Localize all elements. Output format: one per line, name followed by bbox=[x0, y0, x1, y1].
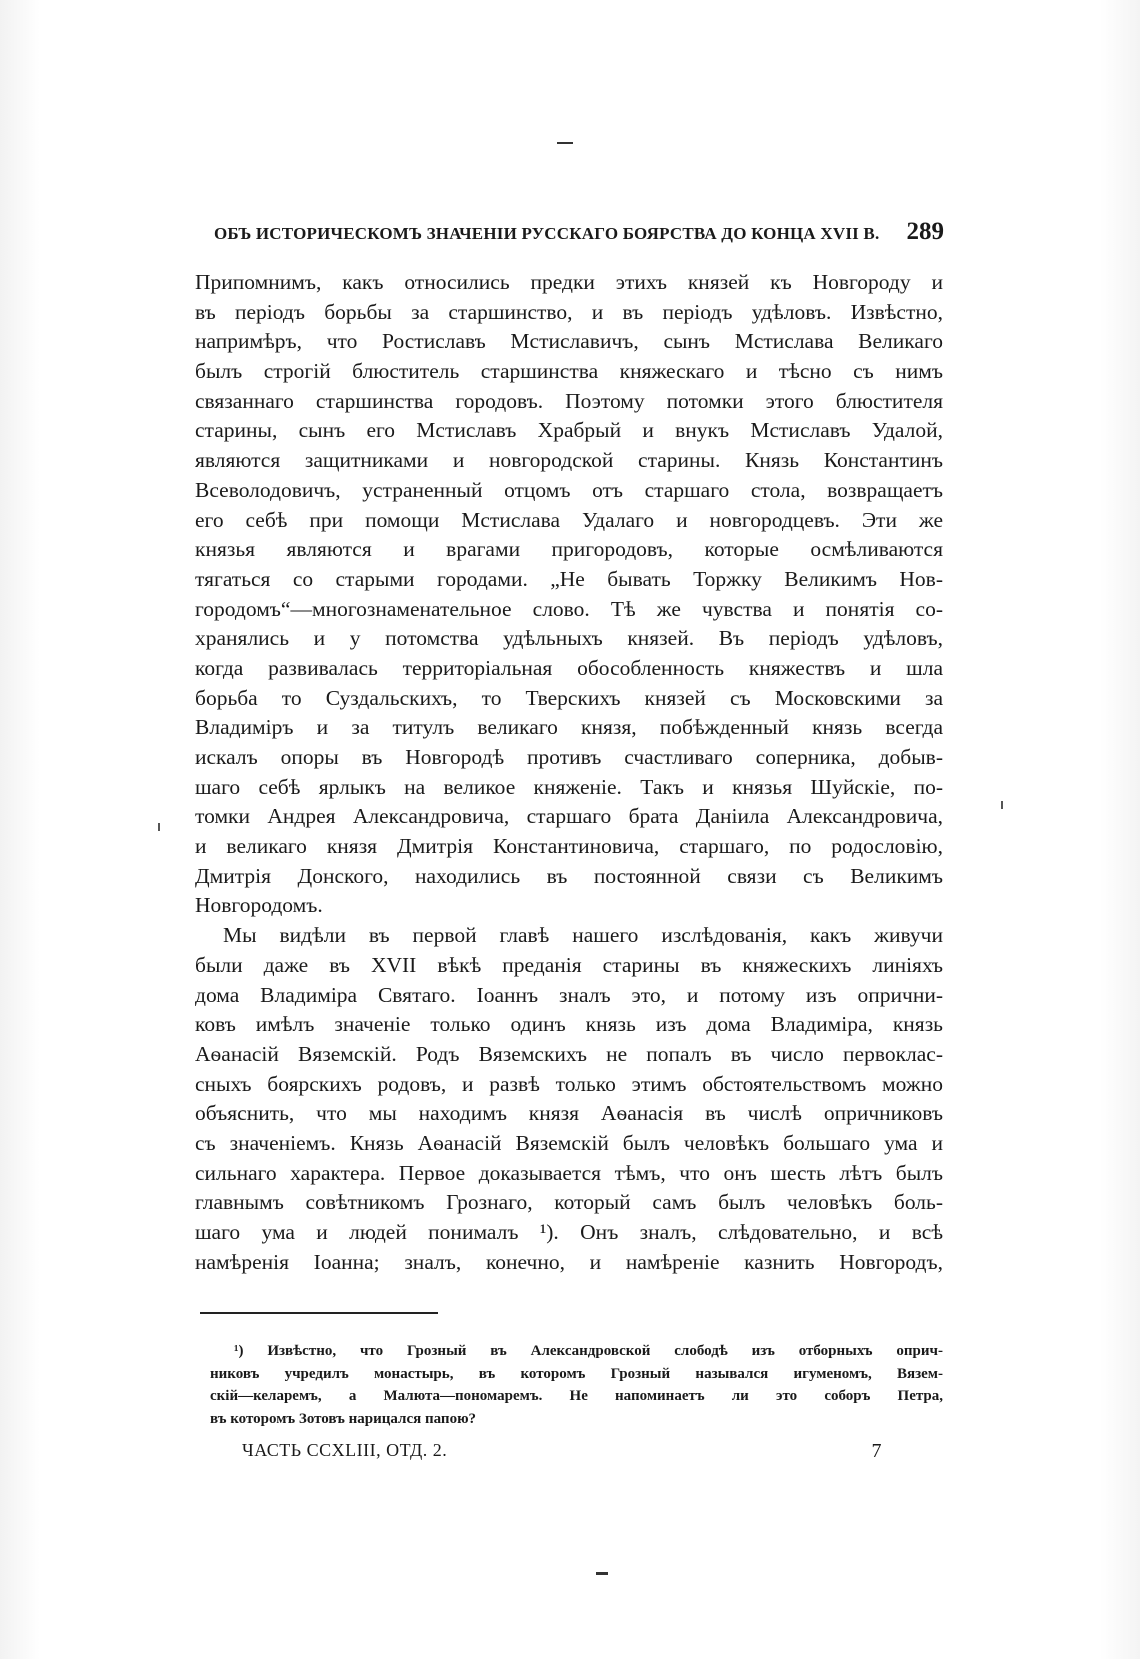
text-line: напримѣръ, что Ростиславъ Мстиславичъ, сынъ Мстислава Великаго bbox=[195, 329, 943, 354]
margin-mark bbox=[1001, 801, 1003, 809]
text-line: съ значеніемъ. Князь Аѳанасій Вяземскій былъ человѣкъ большаго ума и bbox=[195, 1130, 943, 1155]
text-line: хранялись и у потомства удѣльныхъ князей. Въ періодъ удѣловъ, bbox=[195, 626, 943, 651]
text-line: старины, сынъ его Мстиславъ Храбрый и внукъ Мстиславъ Удалой, bbox=[195, 418, 943, 443]
footnote-line: ¹) Извѣстно, что Грозный въ Александровской слободѣ изъ отборныхъ оприч- bbox=[234, 1343, 943, 1359]
text-line: томки Андрея Александровича, старшаго брата Даніила Александровича, bbox=[195, 804, 943, 829]
text-line: сильнаго характера. Первое доказывается тѣмъ, что онъ шесть лѣтъ былъ bbox=[195, 1160, 943, 1185]
text-line: искалъ опоры въ Новгородѣ противъ счастливаго соперника, добыв- bbox=[195, 745, 943, 769]
text-line: шаго ума и людей понималъ ¹). Онъ зналъ, слѣдовательно, и всѣ bbox=[195, 1220, 943, 1244]
bottom-scan-mark bbox=[596, 1572, 608, 1575]
text-line: борьба то Суздальскихъ, то Тверскихъ князей съ Московскими за bbox=[195, 685, 943, 710]
text-line: Аѳанасій Вяземскій. Родъ Вяземскихъ не попалъ въ число первоклас- bbox=[195, 1041, 943, 1066]
text-line: объяснить, что мы находимъ князя Аѳанасія въ числѣ опричниковъ bbox=[195, 1101, 943, 1126]
running-head bbox=[214, 218, 944, 246]
text-line: Новгородомъ. bbox=[195, 893, 323, 918]
text-line: дома Владиміра Святаго. Іоаннъ зналъ это, и потому изъ опрични- bbox=[195, 982, 943, 1007]
margin-mark bbox=[158, 823, 160, 831]
running-head-title: ОБЪ ИСТОРИЧЕСКОМЪ ЗНАЧЕНІИ РУССКАГО БОЯРСТВА ДО КОНЦА XVII В. bbox=[214, 224, 880, 243]
text-line: и великаго князя Дмитрія Константиновича, старшаго, по родословію, bbox=[195, 834, 943, 859]
text-line: Владиміръ и за титулъ великаго князя, побѣжденный князь всегда bbox=[195, 715, 943, 740]
paragraph-1 bbox=[195, 268, 943, 921]
text-line: намѣренія Іоанна; зналъ, конечно, и намѣреніе казнить Новгородъ, bbox=[195, 1249, 943, 1274]
signature-folio: 7 bbox=[871, 1440, 882, 1462]
footnote-line: скій—келаремъ, а Малюта—пономаремъ. Не напоминаетъ ли это соборъ Петра, bbox=[210, 1388, 943, 1404]
text-line: князья являются и врагами пригородовъ, которые осмѣливаются bbox=[195, 537, 943, 562]
footnote-line: въ которомъ Зотовъ нарицался папою? bbox=[210, 1410, 477, 1427]
footnote bbox=[210, 1340, 943, 1430]
text-line: ковъ имѣлъ значеніе только одинъ князь изъ дома Владиміра, князь bbox=[195, 1012, 943, 1037]
text-line: связаннаго старшинства городовъ. Поэтому потомки этого блюстителя bbox=[195, 388, 943, 413]
page-number: 289 bbox=[906, 218, 944, 245]
text-line: Припомнимъ, какъ относились предки этихъ князей къ Новгороду и bbox=[195, 270, 943, 294]
text-line: Мы видѣли въ первой главѣ нашего изслѣдованія, какъ живучи bbox=[223, 923, 943, 948]
text-line: въ періодъ борьбы за старшинство, и въ періодъ удѣловъ. Извѣстно, bbox=[195, 299, 943, 324]
text-line: его себѣ при помощи Мстислава Удалаго и новгородцевъ. Эти же bbox=[195, 507, 943, 532]
text-line: были даже въ XVII вѣкѣ преданія старины въ княжескихъ линіяхъ bbox=[195, 952, 943, 977]
text-line: тягаться со старыми городами. „Не бывать Торжку Великимъ Нов- bbox=[195, 566, 943, 591]
text-line: былъ строгій блюститель старшинства княжескаго и тѣсно съ нимъ bbox=[195, 359, 943, 384]
footnote-rule bbox=[200, 1312, 438, 1314]
text-line: когда развивалась территоріальная обособленность княжествъ и шла bbox=[195, 655, 943, 680]
footnote-line: никовъ учредилъ монастырь, въ которомъ Грозный назывался игуменомъ, Вязем- bbox=[210, 1365, 943, 1382]
text-line: Дмитрія Донского, находились въ постоянной связи съ Великимъ bbox=[195, 863, 943, 888]
part-label: ЧАСТЬ CCXLIII, ОТД. 2. bbox=[242, 1440, 448, 1460]
text-line: сныхъ боярскихъ родовъ, и развѣ только этимъ обстоятельствомъ можно bbox=[195, 1071, 943, 1096]
text-line: шаго себѣ ярлыкъ на великое княженіе. Такъ и князья Шуйскіе, по- bbox=[195, 774, 943, 799]
signature-line bbox=[242, 1440, 882, 1463]
text-line: являются защитниками и новгородской старины. Князь Константинъ bbox=[195, 448, 943, 473]
text-line: городомъ“—многознаменательное слово. Тѣ же чувства и понятія со- bbox=[195, 596, 943, 621]
text-line: Всеволодовичъ, устраненный отцомъ отъ старшаго стола, возвращаетъ bbox=[195, 477, 943, 502]
body-text bbox=[195, 268, 943, 1277]
paragraph-2 bbox=[195, 921, 943, 1277]
top-scan-mark bbox=[557, 142, 573, 144]
text-line: главнымъ совѣтникомъ Грознаго, который самъ былъ человѣкъ боль- bbox=[195, 1190, 943, 1215]
